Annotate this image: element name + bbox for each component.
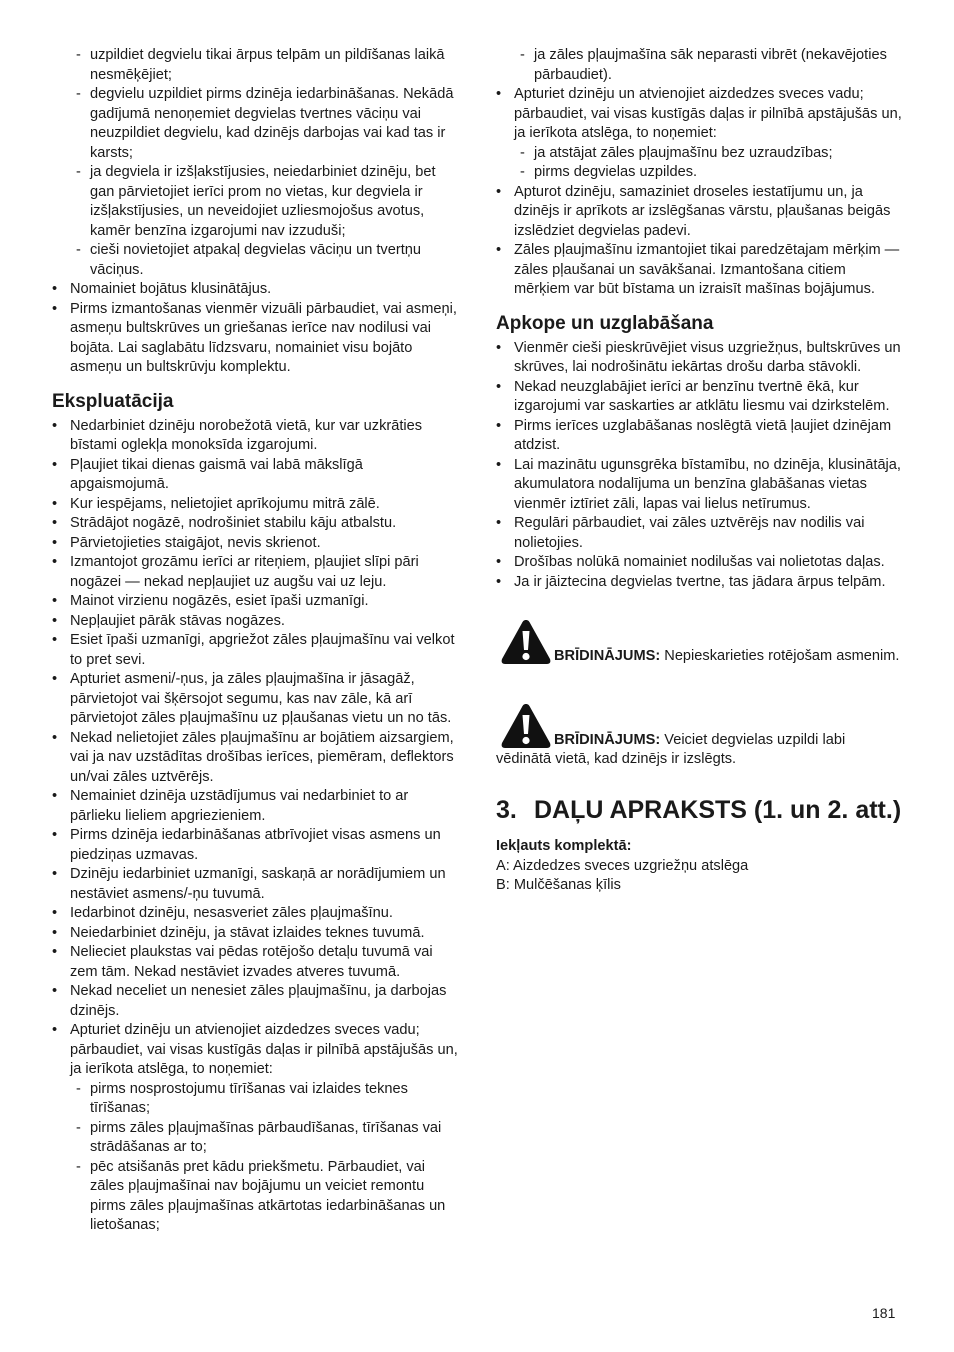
warning-block-2: [496, 702, 904, 769]
stop-list: [496, 85, 904, 144]
list-item: • Nedarbiniet dzinēju norobežotā vietā, kur var uzkrāties bīstami oglekļa monoksīda izgarojumi.: [52, 417, 458, 456]
list-item: - pirms zāles pļaujmašīnas pārbaudīšanas, tīrīšanas vai strādāšanas ar to;: [52, 1119, 458, 1158]
included-item: A: Aizdedzes sveces uzgriežņu atslēga: [496, 857, 749, 874]
warning-label: BRĪDINĀJUMS:: [554, 648, 661, 664]
list-item: • Apturiet dzinēju un atvienojiet aizdedzes sveces vadu; pārbaudiet, vai visas kustīgās daļas ir pilnībā apstājušās un, ja ierīkota atslēga, to noņemiet:: [496, 85, 904, 144]
list-item: • Apturiet asmeni/-ņus, ja zāles pļaujmašīna ir jāsagāž, pārvietojot vai šķērsojot segumu, kas nav zāle, kā arī pārvietojot zāles pļaujmašīnu uz pļaušanas vietu un no tās.: [52, 670, 458, 729]
maintenance-heading: Apkope un uzglabāšana: [496, 312, 714, 334]
warning-label: BRĪDINĀJUMS:: [554, 732, 661, 748]
warning-icon: [500, 702, 552, 750]
page-number: 181: [872, 1305, 896, 1321]
section-heading: [496, 795, 904, 825]
list-item: • Iedarbinot dzinēju, nesasveriet zāles pļaujmašīnu.: [52, 904, 458, 924]
list-item: • Apturot dzinēju, samaziniet droseles iestatījumu un, ja dzinējs ir aprīkots ar izslēgšanas vārstu, pļaušanas beigās izslēdziet degvielas padevi.: [496, 183, 904, 242]
list-item: • Nepļaujiet pārāk stāvas nogāzes.: [52, 612, 458, 632]
section-number: 3.: [496, 796, 517, 824]
list-item: • Nekad neceliet un nenesiet zāles pļaujmašīnu, ja darbojas dzinējs.: [52, 982, 458, 1021]
list-item: • Nomainiet bojātus klusinātājus.: [52, 280, 458, 300]
list-item: - pirms nosprostojumu tīrīšanas vai izlaides teknes tīrīšanas;: [52, 1080, 458, 1119]
stop-sub-list: [52, 1080, 458, 1236]
list-item: • Apturiet dzinēju un atvienojiet aizdedzes sveces vadu; pārbaudiet, vai visas kustīgās daļas ir pilnībā apstājušās un, ja ierīkota atslēga, to noņemiet:: [52, 1021, 458, 1080]
list-item: • Neiedarbiniet dzinēju, ja stāvat izlaides teknes tuvumā.: [52, 924, 458, 944]
maintenance-list: [496, 339, 904, 593]
operation-list: [52, 417, 458, 1080]
list-item: - ja degviela ir izšļakstījusies, neiedarbiniet dzinēju, bet gan pārvietojiet ierīci prom no vietas, kur degviela ir izšļakstījusies, un neveidojiet uzliesmojošus avotus, kamēr benzīna izgarojumi nav izzuduši;: [52, 163, 458, 241]
list-item: • Strādājot nogāzē, nodrošiniet stabilu kāju atbalstu.: [52, 514, 458, 534]
list-item: • Nemainiet dzinēja uzstādījumus vai nedarbiniet to ar pārlieku lieliem apgriezieniem.: [52, 787, 458, 826]
warning-block-1: [496, 618, 904, 666]
list-item: • Lai mazinātu ugunsgrēka bīstamību, no dzinēja, klusinātāja, akumulatora nodalījuma un benzīna glabāšanas vietas vienmēr iztīriet zāli, lapas vai lielus netīrumus.: [496, 456, 904, 515]
list-item: • Drošības nolūkā nomainiet nodilušas vai nolietotas daļas.: [496, 553, 904, 573]
list-item: - pirms degvielas uzpildes.: [496, 163, 904, 183]
warning-icon: [500, 618, 552, 666]
list-item: - degvielu uzpildiet pirms dzinēja iedarbināšanas. Nekādā gadījumā nenoņemiet degvielas tvertnes vāciņu vai neuzpildiet degvielu, kad dzinējs darbojas vai kad tas ir karsts;: [52, 85, 458, 163]
list-item: • Esiet īpaši uzmanīgi, apgriežot zāles pļaujmašīnu vai velkot to pret sevi.: [52, 631, 458, 670]
list-item: - ja zāles pļaujmašīna sāk neparasti vibrēt (nekavējoties pārbaudiet).: [496, 46, 904, 85]
list-item: • Nekad nelietojiet zāles pļaujmašīnu ar bojātiem aizsargiem, vai ja nav uzstādītas drošības ierīces, piemēram, deflektors un/vai zāles uztvērējs.: [52, 729, 458, 788]
list-item: • Kur iespējams, nelietojiet aprīkojumu mitrā zālē.: [52, 495, 458, 515]
list-item: - pēc atsišanās pret kādu priekšmetu. Pārbaudiet, vai zāles pļaujmašīnai nav bojājumu un veiciet remontu pirms zāles pļaujmašīnas atkārtotas iedarbināšanas un lietošanas;: [52, 1158, 458, 1236]
list-item: • Dzinēju iedarbiniet uzmanīgi, saskaņā ar norādījumiem un nestāviet asmens/-ņu tuvumā.: [52, 865, 458, 904]
section-title: DAĻU APRAKSTS (1. un 2. att.): [534, 796, 902, 824]
list-item: • Regulāri pārbaudiet, vai zāles uztvērējs nav nodilis vai nolietojies.: [496, 514, 904, 553]
list-item: • Pirms ierīces uzglabāšanas noslēgtā vietā ļaujiet dzinējam atdzist.: [496, 417, 904, 456]
included-label: Iekļauts komplektā:: [496, 838, 632, 854]
included-item: B: Mulčēšanas ķīlis: [496, 877, 621, 893]
list-item: • Nekad neuzglabājiet ierīci ar benzīnu tvertnē ēkā, kur izgarojumi var saskarties ar atklātu liesmu vai dzirkstelēm.: [496, 378, 904, 417]
list-item: • Nelieciet plaukstas vai pēdas rotējošo detaļu tuvumā vai zem tām. Nekad nestāviet izvades atveres tuvumā.: [52, 943, 458, 982]
list-item: • Zāles pļaujmašīnu izmantojiet tikai paredzētajam mērķim — zāles pļaušanai un savākšanai. Izmantošana citiem mērķiem var būt bīstama un izraisīt mašīnas bojājumus.: [496, 241, 904, 300]
fuel-sub-list: [52, 46, 458, 280]
warning-text: Veiciet degvielas uzpildi labi vēdinātā vietā, kad dzinējs ir izslēgts.: [496, 732, 846, 767]
list-item: • Pirms izmantošanas vienmēr vizuāli pārbaudiet, vai asmeņi, asmeņu bultskrūves un griešanas ierīce nav nodilusi vai bojāta. Lai saglabātu līdzsvaru, nomainiet visu bojāto asmeņu un bultskrūvju komplektu.: [52, 300, 458, 378]
list-item: - ja atstājat zāles pļaujmašīnu bez uzraudzības;: [496, 144, 904, 164]
warning-text: Nepieskarieties rotējošam asmenim.: [660, 648, 900, 664]
list-item: • Ja ir jāiztecina degvielas tvertne, tas jādara ārpus telpām.: [496, 573, 904, 593]
list-item: - uzpildiet degvielu tikai ārpus telpām un pildīšanas laikā nesmēķējiet;: [52, 46, 458, 85]
list-item: - cieši novietojiet atpakaļ degvielas vāciņu un tvertņu vāciņus.: [52, 241, 458, 280]
left-column: [52, 46, 458, 1236]
top-bullet-list: [52, 280, 458, 378]
list-item: • Vienmēr cieši pieskrūvējiet visus uzgriežņus, bultskrūves un skrūves, lai nodrošinātu iekārtas drošu darba stāvokli.: [496, 339, 904, 378]
list-item: • Izmantojot grozāmu ierīci ar riteņiem, pļaujiet slīpi pāri nogāzei — nekad nepļaujiet uz augšu vai uz leju.: [52, 553, 458, 592]
list-item: • Pļaujiet tikai dienas gaismā vai labā mākslīgā apgaismojumā.: [52, 456, 458, 495]
list-item: • Pārvietojieties staigājot, nevis skrienot.: [52, 534, 458, 554]
more-bullet-list: [496, 183, 904, 300]
right-column: [496, 46, 904, 896]
list-item: • Pirms dzinēja iedarbināšanas atbrīvojiet visas asmens un piedziņas uzmavas.: [52, 826, 458, 865]
list-item: • Mainot virzienu nogāzēs, esiet īpaši uzmanīgi.: [52, 592, 458, 612]
operation-heading: Ekspluatācija: [52, 390, 174, 412]
vibrate-sub-list: [496, 46, 904, 85]
stop-sub-list: [496, 144, 904, 183]
